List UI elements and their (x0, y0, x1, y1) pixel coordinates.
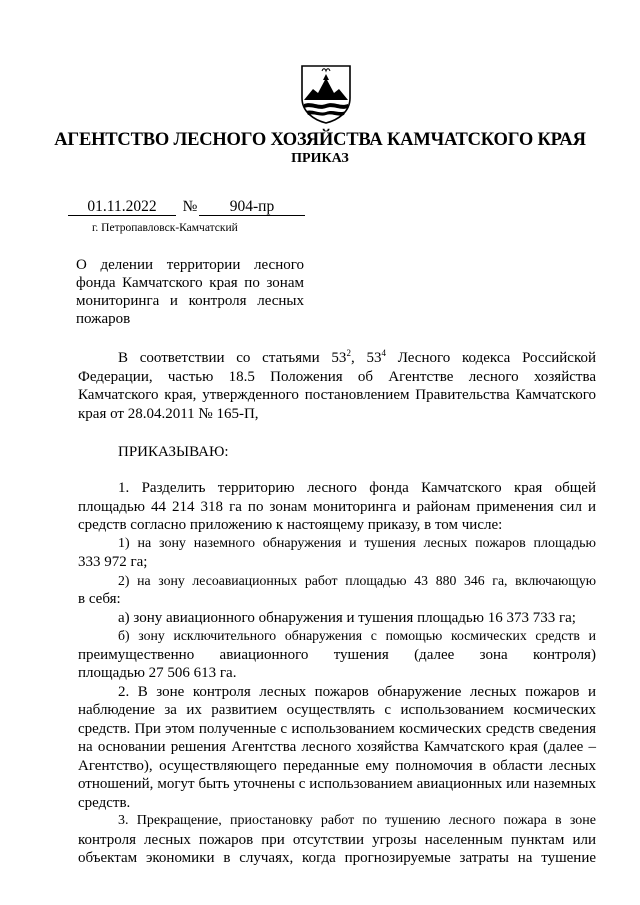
order-items (78, 479, 596, 868)
item-line: на основании решения Агентства лесного хозяйства Камчатского края (далее – (78, 739, 596, 755)
item-line: в себя: (78, 591, 121, 607)
item-line: площадью 44 214 318 га по зонам мониторинга и районам применения сил и (78, 498, 596, 515)
kamchatka-coat-of-arms-icon (300, 64, 352, 124)
item-line: средств согласно приложению к настоящему приказу, в том числе: (78, 517, 503, 533)
item-line: преимущественно авиационного тушения (далее зона контроля) (78, 646, 596, 663)
order-subject (76, 256, 304, 328)
item-line: контроля лесных пожаров при отсутствии угрозы населенным пунктам или (78, 831, 596, 848)
order-date: 01.11.2022 (68, 198, 176, 216)
item-line: 3. Прекращение, приостановку работ по тушению лесного пожара в зоне (118, 813, 596, 828)
item-line: отношений, могут быть уточнены с использованием авиационных или наземных (78, 776, 596, 792)
item-line: объектам экономики в случаях, когда прогнозируемые затраты на тушение (78, 850, 596, 866)
item-line: средств. При этом полученные с использованием космических средств сведения (78, 720, 596, 737)
preamble (78, 349, 596, 423)
document-type: ПРИКАЗ (291, 151, 349, 166)
subject-line: пожаров (76, 311, 131, 327)
subject-line: фонда Камчатского края по зонам (76, 275, 304, 291)
item-line: Агентство), осуществляющего переданные ему полномочия в области лесных (78, 757, 596, 774)
preamble-line: В соответствии со статьями $53^2$, $53^4$ Лесного кодекса Российской (118, 348, 597, 366)
preamble-line: Федерации, частью 18.5 Положения об Агентстве лесного хозяйства (78, 368, 596, 385)
item-line: 333 972 га; (78, 554, 148, 570)
item-line: площадью 27 506 613 га. (78, 665, 237, 681)
item-line: средств. (78, 794, 131, 811)
item-line: 2) на зону лесоавиационных работ площадью 43 880 346 га, включающую (118, 572, 596, 588)
issue-city: г. Петропавловск-Камчатский (92, 222, 238, 234)
item-line: 2. В зоне контроля лесных пожаров обнаружение лесных пожаров и (118, 683, 596, 700)
item-line: б) зону исключительного обнаружения с помощью космических средств и (118, 628, 596, 643)
preamble-line: Камчатского края, утвержденного постановлением Правительства Камчатского (78, 387, 596, 403)
order-word: ПРИКАЗЫВАЮ: (118, 444, 229, 460)
item-line: наблюдение за их развитием осуществлять с использованием космических (78, 702, 596, 718)
item-line: 1) на зону наземного обнаружения и тушения лесных пожаров площадью (118, 535, 596, 551)
agency-title: АГЕНТСТВО ЛЕСНОГО ХОЗЯЙСТВА КАМЧАТСКОГО КРАЯ (54, 130, 586, 150)
preamble-line: края от 28.04.2011 № 165-П, (78, 405, 259, 422)
item-line: а) зону авиационного обнаружения и тушения площадью 16 373 733 га; (118, 609, 576, 626)
subject-line: О делении территории лесного (76, 257, 304, 273)
number-sign: № (182, 198, 198, 215)
item-line: 1. Разделить территорию лесного фонда Камчатского края общей (118, 480, 596, 496)
subject-line: мониторинга и контроля лесных (76, 293, 304, 309)
order-number: 904-пр (199, 198, 305, 216)
